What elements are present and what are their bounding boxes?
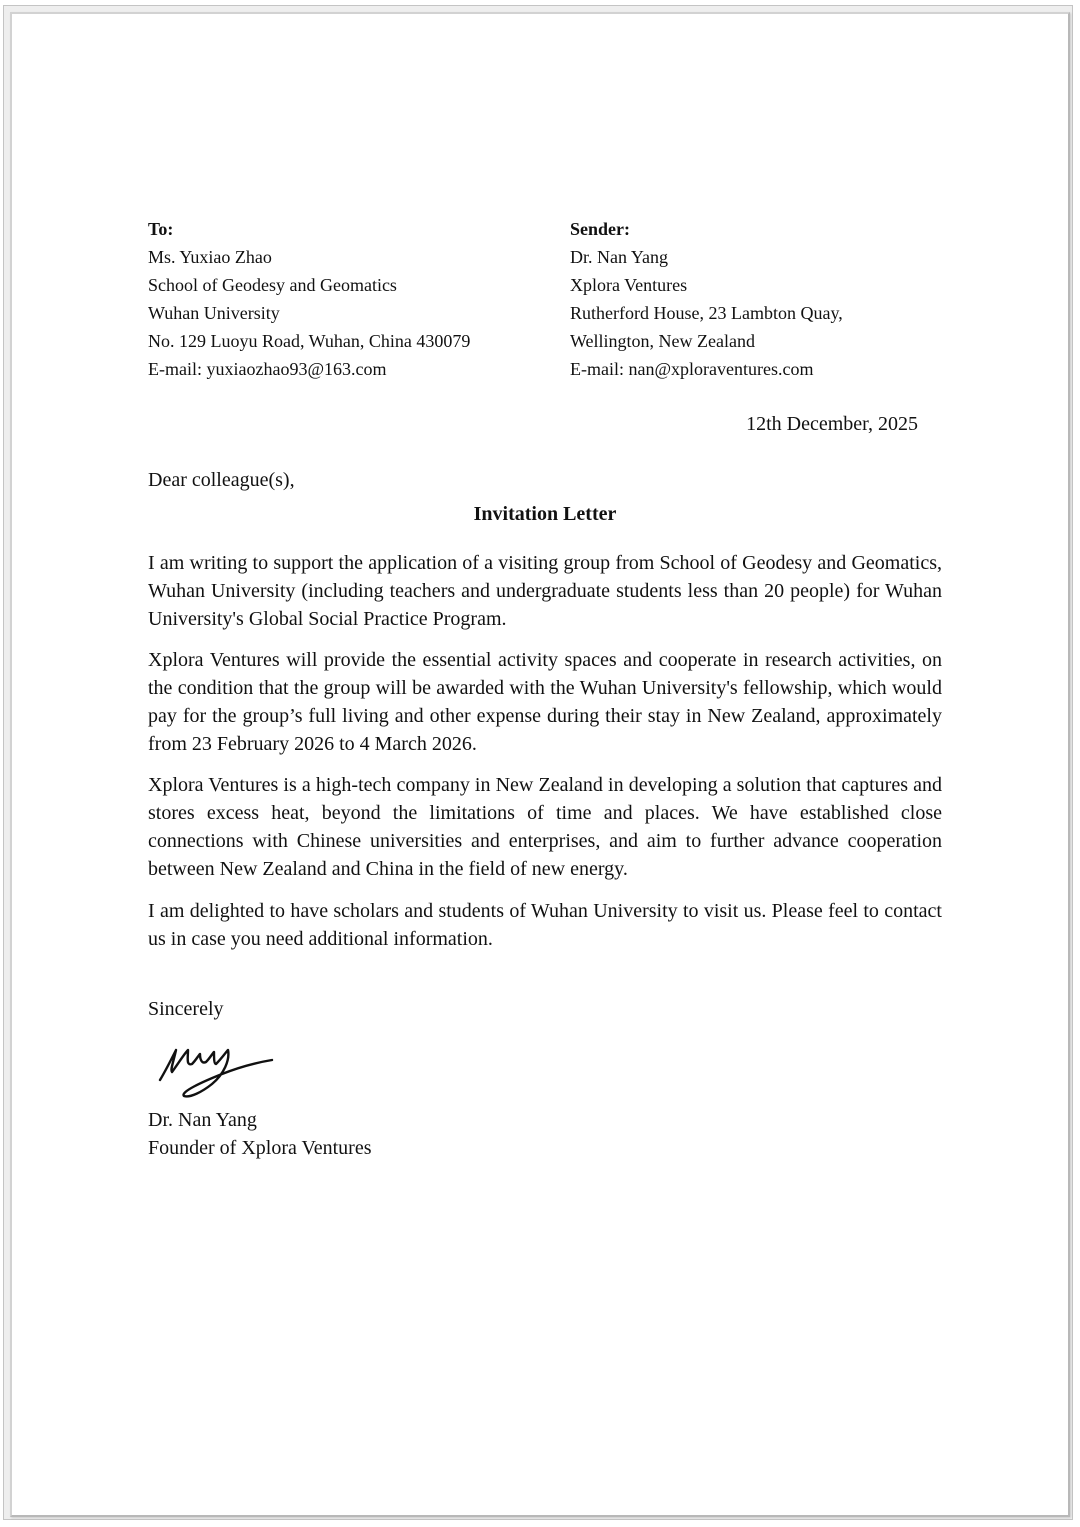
recipient-institution: Wuhan University — [148, 303, 280, 323]
sender-company: Xplora Ventures — [570, 275, 688, 295]
handwritten-signature-icon — [152, 1042, 282, 1107]
paragraph-text: I am delighted to have scholars and students of Wuhan University to visit us. Please feel to contact us in case you need additional information. — [148, 900, 942, 950]
paragraph-text: Xplora Ventures will provide the essential activity spaces and cooperate in research activities, on the condition that the group will be awarded with the Wuhan University's fellowship, which would pay for the group’s full living and other expense during their stay in New Zealand, approximately from 23 February 2026 to 4 March 2026. — [148, 649, 942, 755]
recipient-address-block — [148, 215, 470, 383]
recipient-department: School of Geodesy and Geomatics — [148, 275, 397, 295]
paragraph-text: Xplora Ventures is a high-tech company in New Zealand in developing a solution that captures and stores excess heat, beyond the limitations of time and places. We have established close connections with Chinese universities and enterprises, and aim to further advance cooperation between New Zealand and China in the field of new energy. — [148, 774, 942, 880]
recipient-email: E-mail: yuxiaozhao93@163.com — [148, 359, 387, 379]
closing: Sincerely — [148, 998, 224, 1020]
paragraph-text: I am writing to support the application of a visiting group from School of Geodesy and Geomatics, Wuhan University (including teachers and undergraduate students less than 20 people) for Wuhan University's Global Social Practice Program. — [148, 552, 942, 630]
body-paragraph-4 — [148, 897, 942, 953]
signer-block — [148, 1106, 371, 1162]
salutation: Dear colleague(s), — [148, 469, 295, 491]
signer-name: Dr. Nan Yang — [148, 1109, 257, 1131]
sender-label: Sender: — [570, 219, 630, 239]
sender-address-block — [570, 215, 843, 383]
recipient-label: To: — [148, 219, 174, 239]
letter-page — [10, 12, 1070, 1517]
body-paragraph-2 — [148, 646, 942, 758]
recipient-street-address: No. 129 Luoyu Road, Wuhan, China 430079 — [148, 331, 471, 351]
sender-street-address: Rutherford House, 23 Lambton Quay, — [570, 303, 843, 323]
recipient-name: Ms. Yuxiao Zhao — [148, 247, 272, 267]
body-paragraph-1 — [148, 549, 942, 633]
body-paragraph-3 — [148, 771, 942, 883]
signer-position: Founder of Xplora Ventures — [148, 1137, 372, 1159]
letter-date: 12th December, 2025 — [746, 413, 918, 435]
letter-title: Invitation Letter — [473, 503, 617, 525]
sender-city-country: Wellington, New Zealand — [570, 331, 755, 351]
sender-name: Dr. Nan Yang — [570, 247, 669, 267]
sender-email: E-mail: nan@xploraventures.com — [570, 359, 814, 379]
